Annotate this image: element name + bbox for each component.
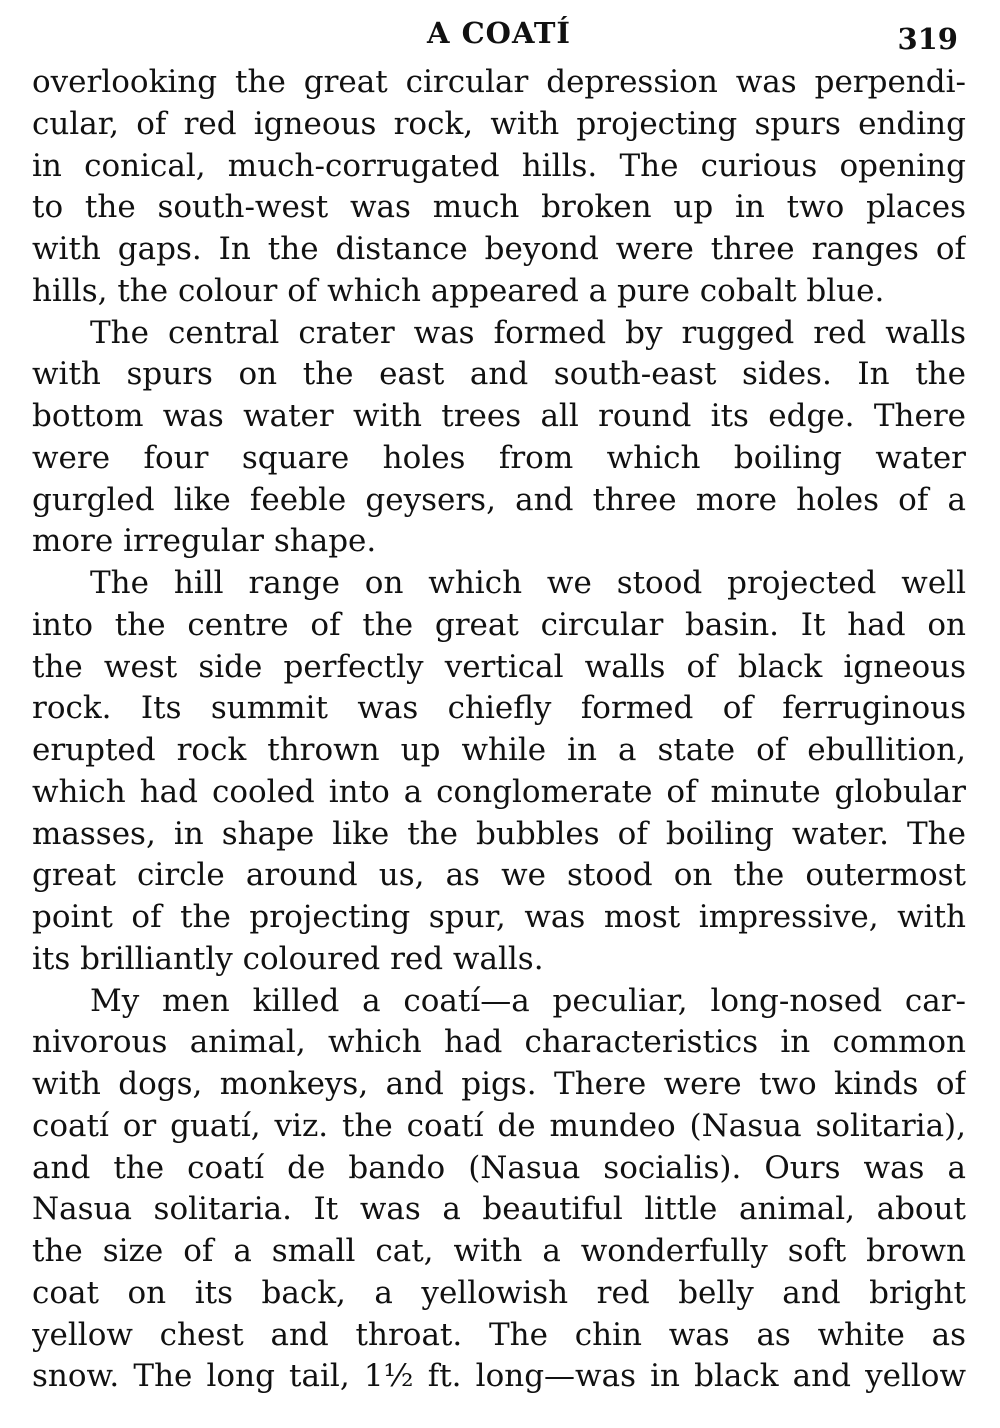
text-line: in conical, much-corrugated hills. The curious opening — [32, 147, 966, 184]
text-line: point of the projecting spur, was most impressive, with — [32, 899, 966, 935]
text-line: yellow chest and throat. The chin was as white as — [32, 1316, 966, 1353]
text-line: Nasua solitaria. It was a beautiful little animal, about — [32, 1191, 966, 1228]
text-line: with spurs on the east and south-east sides. In the — [32, 356, 966, 393]
text-line: nivorous animal, which had characteristics in common — [32, 1024, 966, 1061]
text-line: its brilliantly coloured red walls. — [32, 940, 544, 977]
text-line: My men killed a coatí—a peculiar, long-nosed car- — [90, 982, 966, 1019]
page-number: 319 — [897, 22, 958, 56]
text-line: bottom was water with trees all round its edge. There — [32, 398, 966, 434]
text-line: the west side perfectly vertical walls of black igneous — [32, 648, 966, 685]
text-line: overlooking the great circular depression was perpendi- — [32, 64, 966, 100]
text-line: coatí or guatí, viz. the coatí de mundeo (Nasua solitaria), — [32, 1107, 966, 1144]
text-line: snow. The long tail, 1½ ft. long—was in black and yellow — [32, 1358, 966, 1395]
text-line: The central crater was formed by rugged red walls — [90, 314, 966, 351]
book-page — [32, 16, 966, 1398]
text-line: coat on its back, a yellowish red belly and bright — [32, 1274, 966, 1311]
text-line: The hill range on which we stood projected well — [90, 565, 966, 601]
text-line: into the centre of the great circular basin. It had on — [32, 606, 966, 643]
body-text — [32, 62, 966, 1398]
text-line: masses, in shape like the bubbles of boiling water. The — [32, 815, 966, 852]
text-line: were four square holes from which boiling water — [32, 439, 966, 476]
text-line: the size of a small cat, with a wonderfully soft brown — [32, 1233, 966, 1269]
running-title: A COATÍ — [427, 16, 571, 50]
text-line: with dogs, monkeys, and pigs. There were two kinds of — [32, 1066, 966, 1102]
text-line: hills, the colour of which appeared a pure cobalt blue. — [32, 272, 885, 309]
text-line: great circle around us, as we stood on the outermost — [32, 857, 966, 894]
text-line: gurgled like feeble geysers, and three more holes of a — [32, 481, 966, 518]
text-line: which had cooled into a conglomerate of minute globular — [32, 773, 966, 810]
text-line: with gaps. In the distance beyond were three ranges of — [32, 231, 966, 267]
text-line: to the south-west was much broken up in two places — [32, 189, 966, 226]
text-line: cular, of red igneous rock, with projecting spurs ending — [32, 105, 966, 142]
text-line: erupted rock thrown up while in a state of ebullition, — [32, 732, 966, 768]
text-line: rock. Its summit was chiefly formed of ferruginous — [32, 690, 966, 727]
text-line: and the coatí de bando (Nasua socialis). Ours was a — [32, 1149, 966, 1186]
text-line: more irregular shape. — [32, 523, 377, 560]
page-header — [32, 16, 966, 62]
